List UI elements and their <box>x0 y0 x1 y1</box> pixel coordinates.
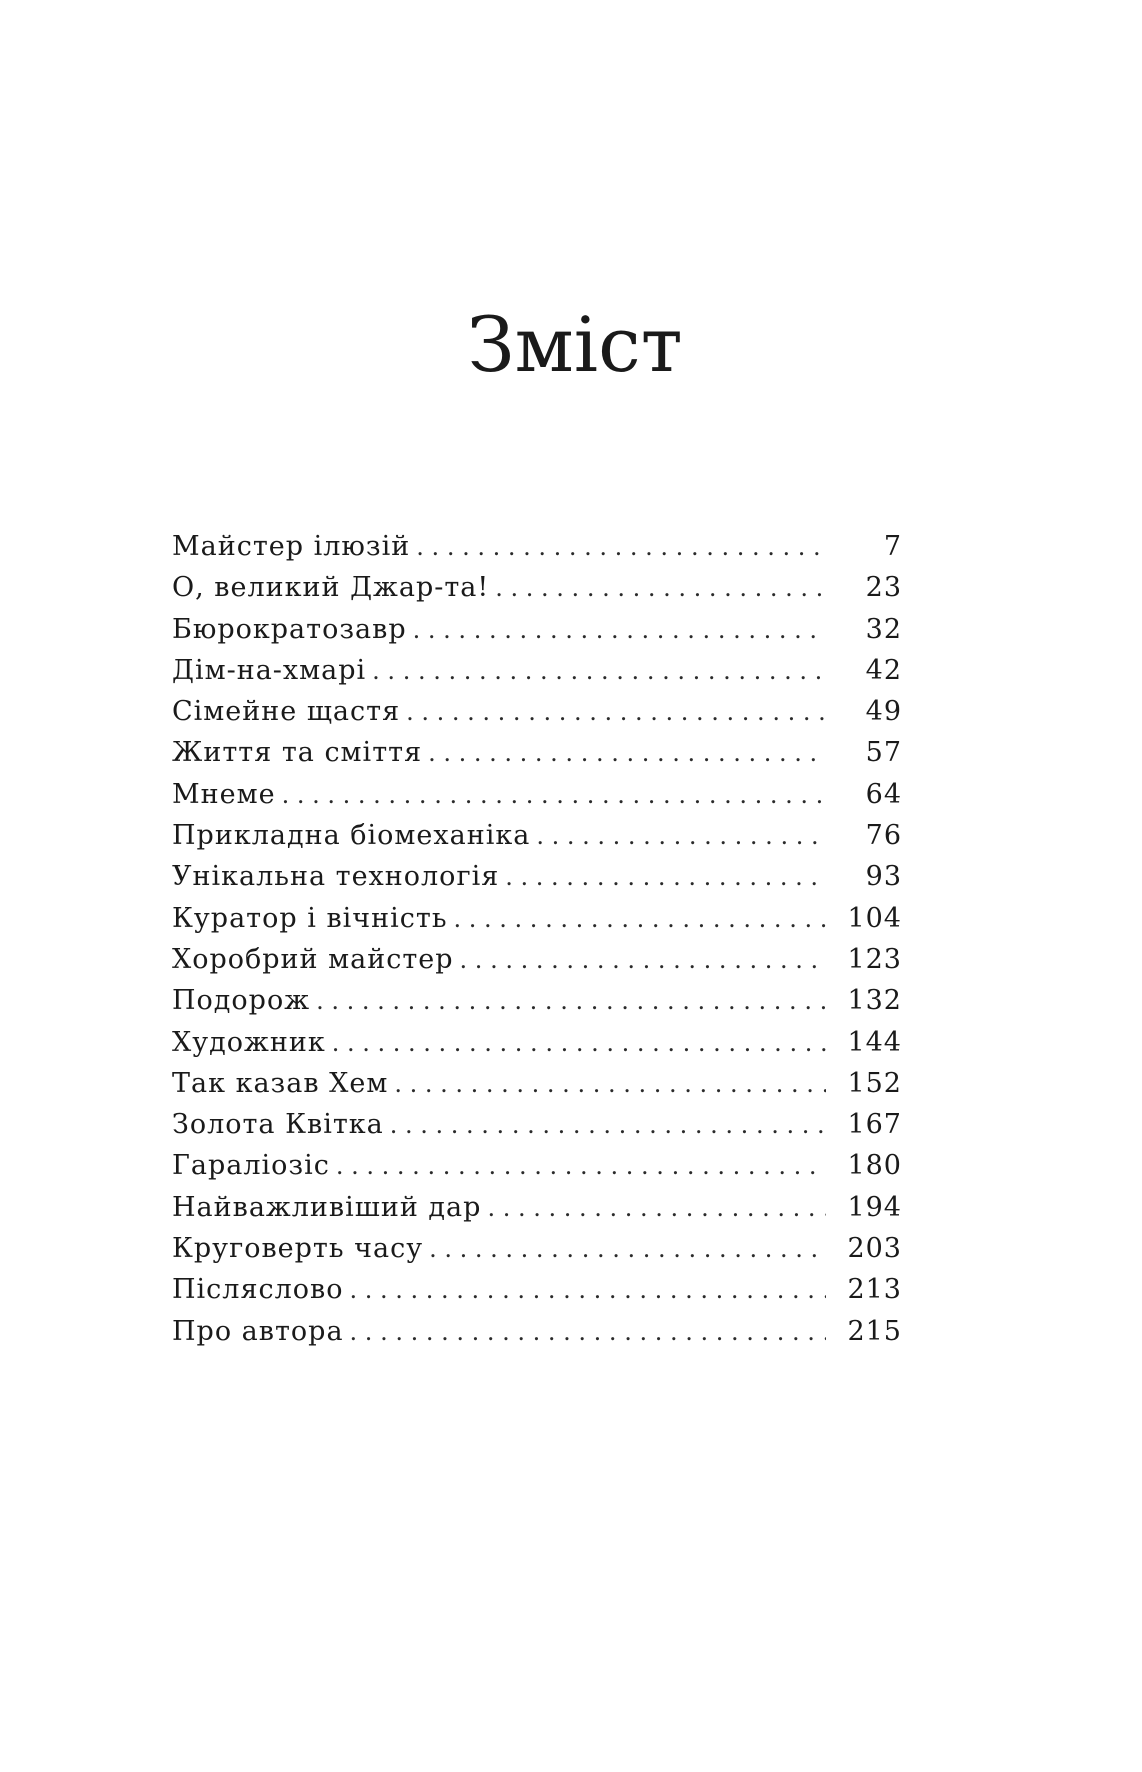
dot-leader <box>536 822 826 850</box>
toc-entry-title: Художник <box>172 1026 326 1058</box>
toc-entry <box>172 1192 902 1233</box>
toc-entry <box>172 779 902 820</box>
toc-entry-title: Сімейне щастя <box>172 696 401 728</box>
toc-entry-page: 132 <box>847 985 902 1017</box>
toc-entry-title: Хоробрий майстер <box>172 943 454 975</box>
toc-entry-page: 42 <box>865 654 902 686</box>
toc-entry <box>172 1233 902 1274</box>
toc-entry-title: Майстер ілюзій <box>172 531 411 562</box>
dot-leader <box>429 1235 826 1263</box>
toc-entry-page: 144 <box>847 1026 902 1058</box>
toc-entry-page: 93 <box>865 861 902 893</box>
dot-leader <box>349 1276 826 1304</box>
toc-entry <box>172 1068 902 1109</box>
dot-leader <box>372 657 826 685</box>
dot-leader <box>282 781 826 809</box>
toc-entry <box>172 1150 902 1191</box>
toc-entry-title: Мнеме <box>172 778 276 810</box>
toc-entry-title: Найважливіший дар <box>172 1191 482 1223</box>
page-title: Зміст <box>467 300 683 389</box>
toc-entry-page: 57 <box>865 737 902 769</box>
toc-entry-page: 213 <box>847 1274 902 1306</box>
toc-entry <box>172 1027 902 1068</box>
toc-entry-title: О, великий Джар-та! <box>172 572 490 604</box>
toc-entry <box>172 614 902 655</box>
dot-leader <box>416 533 826 561</box>
toc-entry-page: 167 <box>847 1109 902 1141</box>
dot-leader <box>460 946 826 974</box>
toc-entry-title: Дім-на-хмарі <box>172 654 367 686</box>
toc-entry-title: Гараліозіс <box>172 1150 330 1182</box>
dot-leader <box>413 616 826 644</box>
toc-entry-title: Подорож <box>172 985 311 1017</box>
toc-entry <box>172 1316 902 1357</box>
toc-entry-page: 180 <box>847 1150 902 1182</box>
toc-entry <box>172 1109 902 1150</box>
toc-entry <box>172 696 902 737</box>
toc-entry-title: Про автора <box>172 1315 344 1347</box>
toc-entry-title: Післяслово <box>172 1274 344 1306</box>
dot-leader <box>454 905 826 933</box>
toc-entry-page: 7 <box>883 531 902 562</box>
toc-entry-page: 215 <box>847 1315 902 1347</box>
toc-entry-page: 123 <box>847 943 902 975</box>
dot-leader <box>505 863 826 891</box>
dot-leader <box>350 1318 826 1346</box>
dot-leader <box>428 739 826 767</box>
toc-entry-title: Життя та сміття <box>172 737 423 769</box>
toc-entry-title: Куратор і вічність <box>172 902 448 934</box>
toc-entry-page: 203 <box>847 1233 902 1265</box>
dot-leader <box>495 574 826 602</box>
toc-entry-page: 23 <box>865 572 902 604</box>
toc-entry-page: 49 <box>865 696 902 728</box>
toc-entry-page: 104 <box>847 902 902 934</box>
dot-leader <box>316 987 826 1015</box>
toc-entry-page: 76 <box>865 820 902 852</box>
dot-leader <box>394 1070 826 1098</box>
toc-entry <box>172 655 902 696</box>
toc-entry-page: 64 <box>865 778 902 810</box>
toc-entry-title: Прикладна біомеханіка <box>172 820 531 852</box>
toc-entry <box>172 861 902 902</box>
toc-entry <box>172 1274 902 1315</box>
toc-entry-page: 32 <box>865 613 902 645</box>
toc-entry-title: Так казав Хем <box>172 1067 389 1099</box>
dot-leader <box>406 698 826 726</box>
toc-entry <box>172 531 902 572</box>
toc-entry <box>172 944 902 985</box>
dot-leader <box>336 1152 826 1180</box>
toc-entry-title: Золота Квітка <box>172 1109 384 1141</box>
toc-entry <box>172 572 902 613</box>
toc-entry <box>172 737 902 778</box>
toc-entry-title: Круговерть часу <box>172 1233 424 1265</box>
dot-leader <box>487 1194 826 1222</box>
toc-entry <box>172 985 902 1026</box>
toc-entry-page: 152 <box>847 1067 902 1099</box>
toc-entry-title: Бюрократозавр <box>172 613 407 645</box>
dot-leader <box>332 1029 826 1057</box>
table-of-contents <box>172 531 902 1357</box>
toc-entry <box>172 820 902 861</box>
toc-entry-title: Унікальна технологія <box>172 861 500 893</box>
toc-entry <box>172 903 902 944</box>
toc-entry-page: 194 <box>847 1191 902 1223</box>
dot-leader <box>390 1111 826 1139</box>
